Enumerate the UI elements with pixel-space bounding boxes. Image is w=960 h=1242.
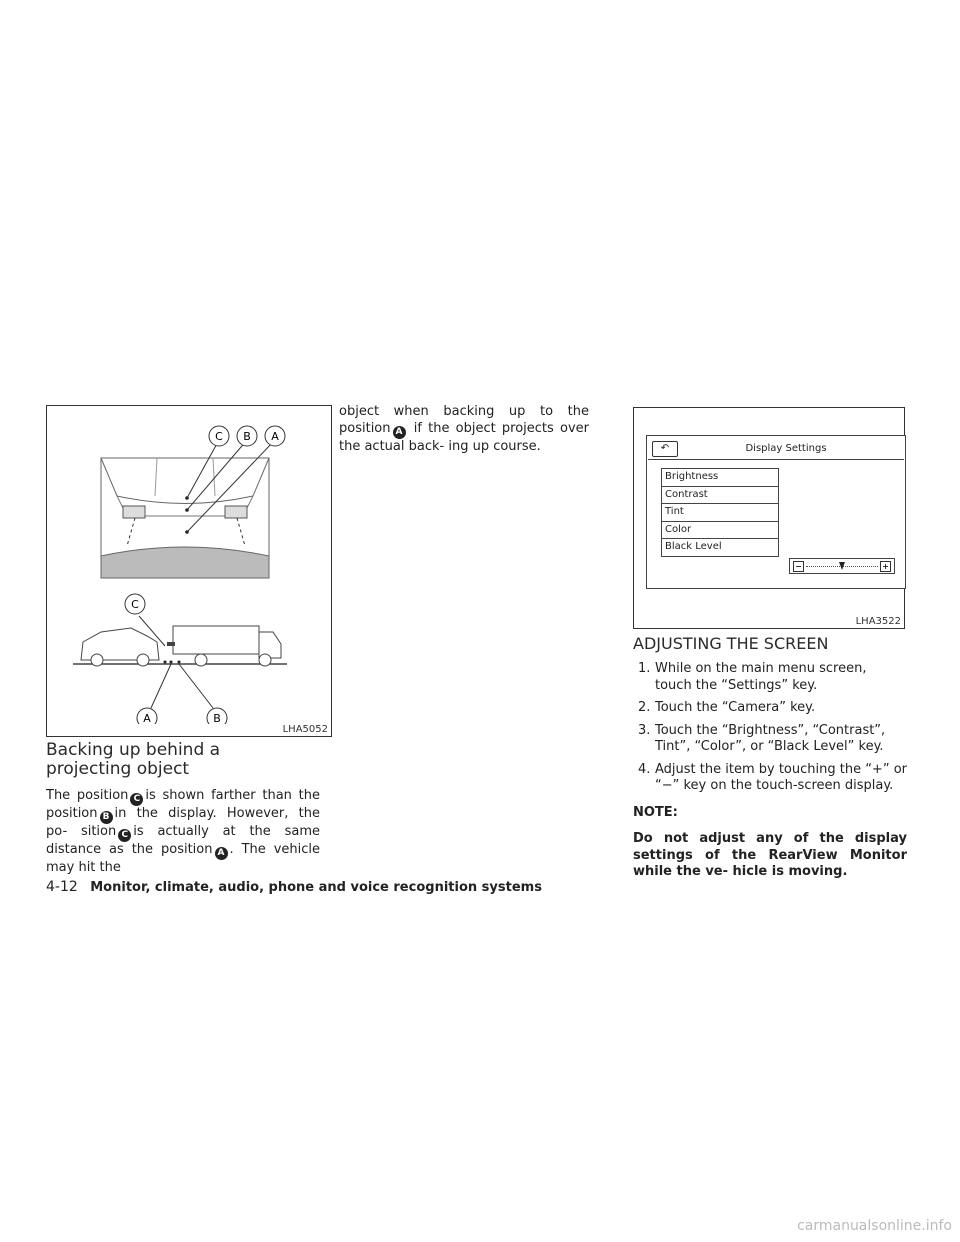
svg-text:B: B [213, 712, 221, 724]
section-heading: Backing up behind a projecting object [46, 740, 221, 779]
svg-text:B: B [243, 430, 251, 443]
rear-camera-illustration [47, 406, 331, 724]
ref-b-icon: B [100, 811, 113, 824]
section-title: Monitor, climate, audio, phone and voice recognition systems [90, 880, 542, 895]
plus-button[interactable]: + [880, 561, 891, 572]
menu-item-tint[interactable]: Tint [662, 504, 778, 522]
page-footer [46, 879, 542, 895]
menu-item-contrast[interactable]: Contrast [662, 487, 778, 505]
list-item: 2. Touch the “Camera” key. [638, 700, 816, 715]
menu-item-brightness[interactable]: Brightness [662, 469, 778, 487]
screen-title: Display Settings [745, 443, 827, 454]
watermark: carmanualsonline.info [797, 1218, 952, 1234]
display-settings-screen [646, 435, 906, 589]
adjust-slider[interactable] [789, 558, 895, 574]
note-label: NOTE: [633, 804, 678, 820]
list-item: 3. Touch the “Brightness”, “Contrast”, Tint”, “Color”, or “Black Level” key. [638, 722, 886, 754]
back-arrow-icon[interactable]: ↶ [652, 441, 678, 457]
right-section [633, 634, 907, 881]
list-item: 1. While on the main menu screen, touch the “Settings” key. [638, 661, 867, 693]
ref-c-icon: C [130, 793, 143, 806]
slider-knob[interactable] [839, 562, 845, 570]
figure-label: LHA3522 [855, 616, 901, 627]
ref-a-icon: A [393, 426, 406, 439]
minus-button[interactable]: − [793, 561, 804, 572]
ref-a-icon: A [215, 847, 228, 860]
ref-c-icon: C [118, 829, 131, 842]
svg-text:C: C [215, 430, 223, 443]
left-section [46, 741, 320, 877]
settings-menu [661, 468, 779, 557]
middle-column: object when backing up to the position A if the object projects over the actual back- ing up course. [339, 404, 590, 454]
menu-item-black-level[interactable]: Black Level [662, 539, 778, 557]
figure-rear-camera-diagram [46, 405, 332, 737]
list-item: 4. Adjust the item by touching the “+” or “−” key on the touch-screen display. [638, 761, 907, 793]
menu-item-color[interactable]: Color [662, 522, 778, 540]
figure-display-settings [633, 407, 905, 629]
page-number: 4-12 [46, 879, 78, 895]
svg-text:A: A [143, 712, 151, 724]
section-heading: ADJUSTING THE SCREEN [633, 634, 829, 653]
figure-label: LHA5052 [282, 724, 328, 735]
svg-text:C: C [131, 598, 139, 611]
section-paragraph: The position C is shown farther than the position B in the display. However, the po- sition C is actually at the same distance as the position A . The vehicle may hit the [46, 788, 321, 875]
note-text: Do not adjust any of the display settings of the RearView Monitor while the ve- hicle is moving. [633, 831, 907, 879]
svg-text:A: A [271, 430, 279, 443]
steps-list [633, 661, 907, 795]
